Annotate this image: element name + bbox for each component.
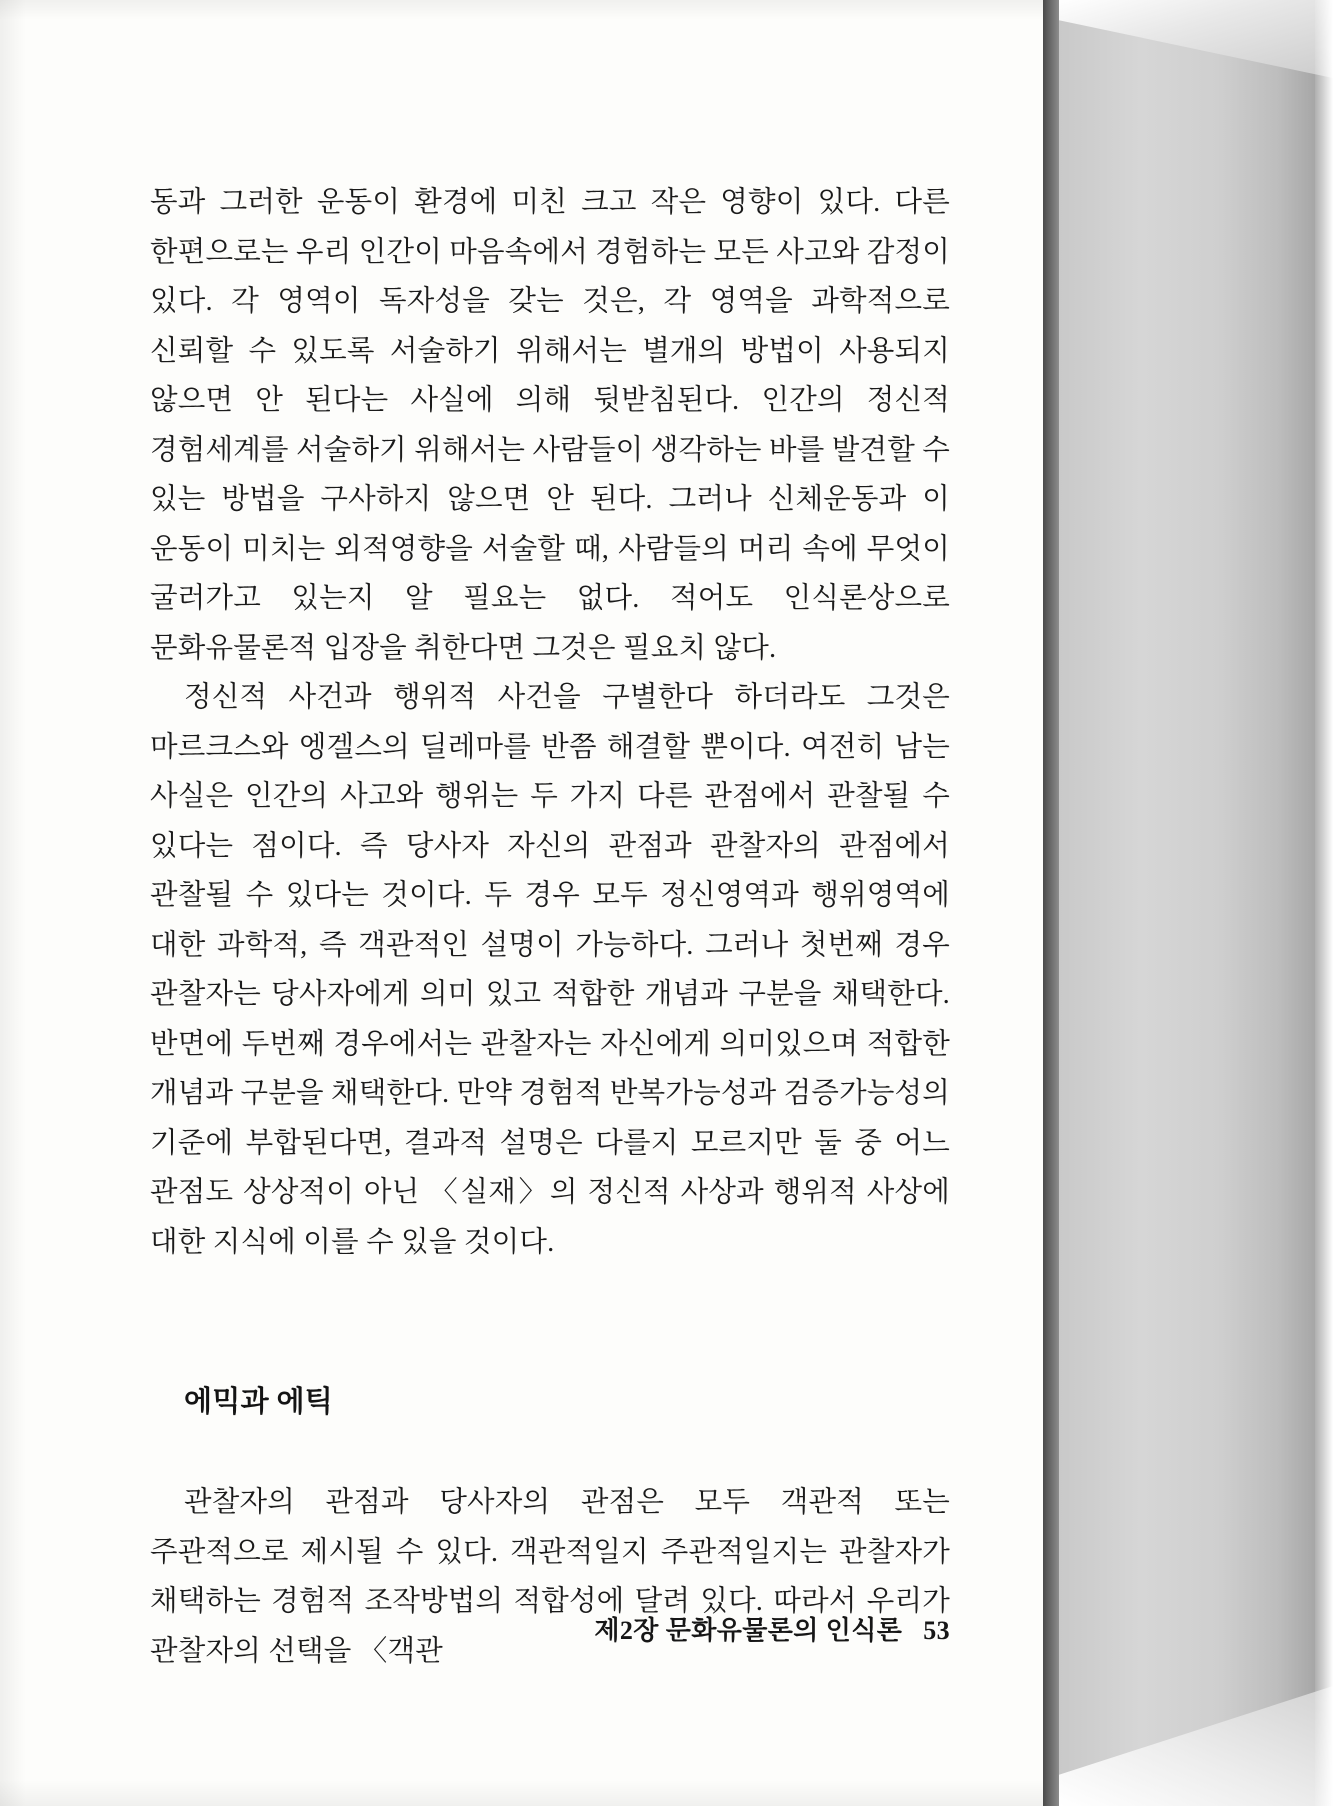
section-heading: 에믹과 에틱 (184, 1386, 334, 1418)
book-fold-shadow (1043, 0, 1059, 1806)
page-footer (150, 1610, 950, 1647)
book-edge-outer-fade (1315, 0, 1333, 1806)
heading-spacer-below (150, 1420, 950, 1478)
scan-shadow-bottom (0, 1780, 1043, 1806)
body-paragraph-2: 정신적 사건과 행위적 사건을 구별한다 하더라도 그것은 마르크스와 엥겔스의 딜레마를 반쯤 해결할 뿐이다. 여전히 남는 사실은 인간의 사고와 행위는 두 가지 다른 관점에서 관찰될 수 있다는 점이다. 즉 당사자 자신의 관점과 관찰자의 관점에서 관찰될 수 있다는 것이다. 두 경우 모두 정신영역과 행위영역에 대한 과학적, 즉 객관적인 설명이 가능하다. 그러나 첫번째 경우 관찰자는 당사자에게 의미 있고 적합한 개념과 구분을 채택한다. 반면에 두번째 경우에서는 관찰자는 자신에게 의미있으며 적합한 개념과 구분을 채택한다. 만약 경험적 반복가능성과 검증가능성의 기준에 부합된다면, 결과적 설명은 다를지 모르지만 둘 중 어느 관점도 상상적이 아닌 〈실재〉의 정신적 사상과 행위적 사상에 대한 지식에 이를 수 있을 것이다. (150, 682, 951, 1258)
scan-shadow-left (0, 0, 26, 1806)
book-page-edge (1043, 0, 1333, 1806)
book-pages-stack (1059, 0, 1333, 1806)
footer-chapter-label: 제2장 문화유물론의 인식론 (594, 1616, 903, 1645)
page-text-column (150, 178, 950, 1676)
scan-shadow-top (0, 0, 1043, 20)
body-paragraph-3: 관찰자의 관점과 당사자의 관점은 모두 객관적 또는 주관적으로 제시될 수 있다. 객관적일지 주관적일지는 관찰자가 채택하는 경험적 조작방법의 적합성에 달려 있다. 따라서 우리가 관찰자의 선택을 〈객관 (150, 1487, 950, 1667)
body-paragraph-1: 동과 그러한 운동이 환경에 미친 크고 작은 영향이 있다. 다른 한편으로는 우리 인간이 마음속에서 경험하는 모든 사고와 감정이 있다. 각 영역이 독자성을 갖는 것은, 각 영역을 과학적으로 신뢰할 수 있도록 서술하기 위해서는 별개의 방법이 사용되지 않으면 안 된다는 사실에 의해 뒷받침된다. 인간의 정신적 경험세계를 서술하기 위해서는 사람들이 생각하는 바를 발견할 수 있는 방법을 구사하지 않으면 안 된다. 그러나 신체운동과 이 운동이 미치는 외적영향을 서술할 때, 사람들의 머리 속에 무엇이 굴러가고 있는지 알 필요는 없다. 적어도 인식론상으로 문화유물론적 입장을 취한다면 그것은 필요치 않다. (150, 187, 951, 664)
footer-page-number: 53 (923, 1616, 950, 1645)
heading-spacer-above (150, 1267, 950, 1379)
